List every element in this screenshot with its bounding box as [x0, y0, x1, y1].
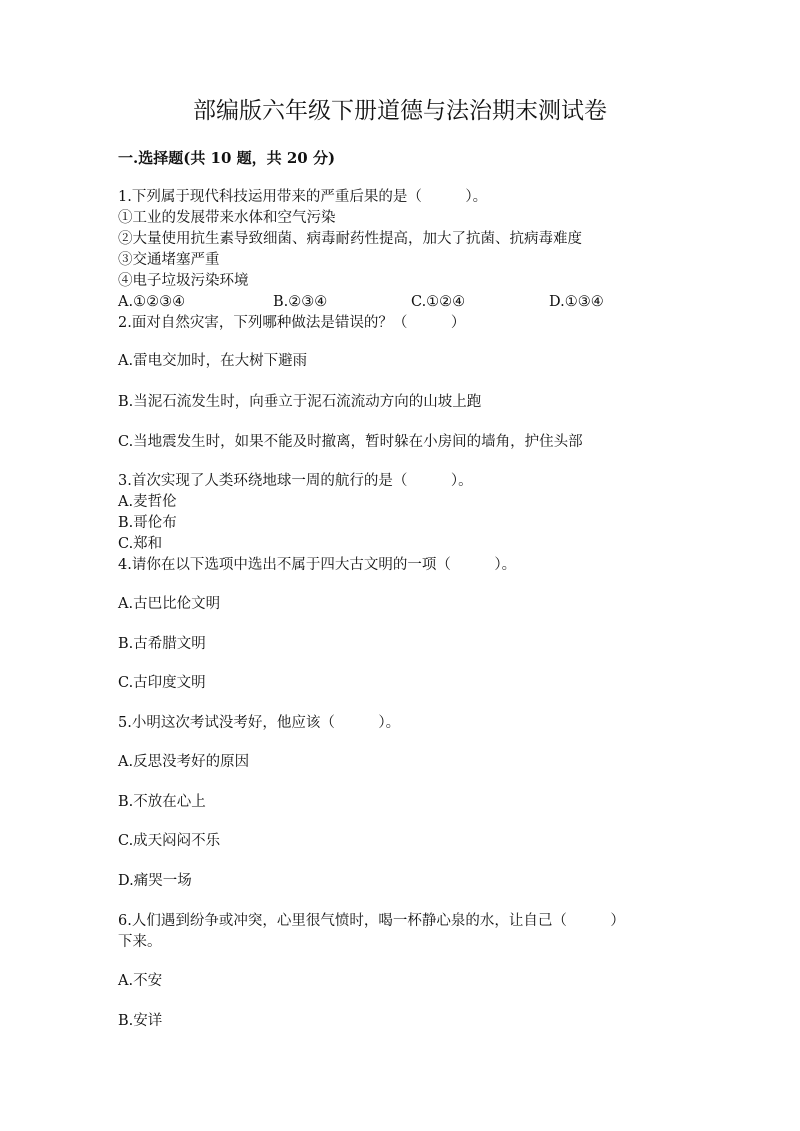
question-1-item-1: ①工业的发展带来水体和空气污染: [118, 210, 336, 226]
question-1-option-c: C.①②④: [411, 294, 466, 310]
question-6-option-b: B.安详: [118, 1013, 163, 1029]
question-3-option-a: A.麦哲伦: [118, 494, 177, 510]
question-1-stem: 1.下列属于现代科技运用带来的严重后果的是（ ）。: [118, 189, 488, 205]
page-title: 部编版六年级下册道德与法治期末测试卷: [193, 98, 607, 124]
question-4-option-a: A.古巴比伦文明: [118, 596, 221, 612]
question-5-stem: 5.小明这次考试没考好，他应该（ ）。: [118, 715, 401, 731]
question-3-option-b: B.哥伦布: [118, 515, 177, 531]
question-6-stem-line-1: 6.人们遇到纷争或冲突，心里很气愤时，喝一杯静心泉的水，让自己（ ）: [118, 913, 625, 929]
question-5-option-c: C.成天闷闷不乐: [118, 833, 221, 849]
question-1-item-4: ④电子垃圾污染环境: [118, 273, 249, 289]
question-1-option-b: B.②③④: [273, 294, 328, 310]
question-1-item-3: ③交通堵塞严重: [118, 252, 220, 268]
question-3-stem: 3.首次实现了人类环绕地球一周的航行的是（ ）。: [118, 473, 473, 489]
question-1-option-d: D.①③④: [549, 294, 604, 310]
section-heading: 一.选择题(共 10 题，共 20 分): [118, 149, 336, 167]
question-1-option-a: A.①②③④: [118, 294, 186, 310]
question-3-option-c: C.郑和: [118, 536, 163, 552]
question-6-option-a: A.不安: [118, 973, 163, 989]
question-6-stem-line-2: 下来。: [118, 934, 162, 950]
question-1-item-2: ②大量使用抗生素导致细菌、病毒耐药性提高，加大了抗菌、抗病毒难度: [118, 231, 582, 247]
question-2-stem: 2.面对自然灾害，下列哪种做法是错误的？（ ）: [118, 315, 466, 331]
question-4-option-b: B.古希腊文明: [118, 636, 206, 652]
question-5-option-a: A.反思没考好的原因: [118, 754, 250, 770]
question-5-option-b: B.不放在心上: [118, 794, 206, 810]
question-2-option-c: C.当地震发生时，如果不能及时撤离，暂时躲在小房间的墙角，护住头部: [118, 434, 583, 450]
question-5-option-d: D.痛哭一场: [118, 873, 192, 889]
question-4-option-c: C.古印度文明: [118, 675, 206, 691]
question-2-option-b: B.当泥石流发生时，向垂立于泥石流流动方向的山坡上跑: [118, 394, 482, 410]
question-4-stem: 4.请你在以下选项中选出不属于四大古文明的一项（ ）。: [118, 557, 517, 573]
question-2-option-a: A.雷电交加时，在大树下避雨: [118, 353, 308, 369]
